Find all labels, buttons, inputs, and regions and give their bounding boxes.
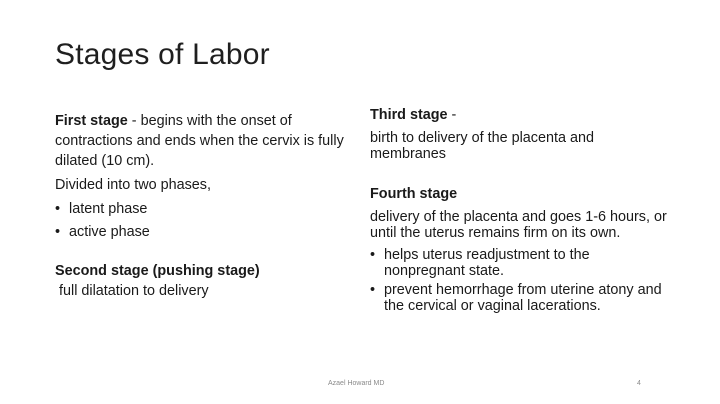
slide-title: Stages of Labor <box>55 38 270 71</box>
second-stage-heading: Second stage (pushing stage) <box>55 263 260 279</box>
second-stage-text: full dilatation to delivery <box>55 283 209 299</box>
fourth-stage-text: delivery of the placenta and goes 1-6 hours, or until the uterus remains firm on its own. <box>370 209 667 241</box>
first-stage-text: - begins with the onset of contractions and ends when the cervix is fully dilated (10 cm). <box>55 113 344 169</box>
list-item <box>55 222 345 242</box>
list-item <box>55 199 345 219</box>
right-column <box>370 105 670 317</box>
bullet-icon: • <box>55 201 61 217</box>
page-number: 4 <box>637 380 641 387</box>
first-stage-heading: First stage <box>55 113 128 129</box>
third-stage-heading-line <box>370 105 670 125</box>
bullet-icon: • <box>370 282 376 298</box>
phases-list <box>55 199 345 242</box>
list-item <box>370 247 670 279</box>
fourth-stage-heading: Fourth stage <box>370 186 458 202</box>
phase-latent: latent phase <box>69 201 148 217</box>
left-column <box>55 111 345 301</box>
footer-author: Azael Howard MD <box>328 380 385 387</box>
fourth-stage-list <box>370 247 670 314</box>
third-stage-heading-suffix: - <box>447 107 457 123</box>
bullet-icon: • <box>370 247 376 263</box>
third-stage-text: birth to delivery of the placenta and membranes <box>370 130 594 162</box>
phases-intro: Divided into two phases, <box>55 177 211 193</box>
fourth-stage-bullet-2: prevent hemorrhage from uterine atony and the cervical or vaginal lacerations. <box>384 282 662 314</box>
phase-active: active phase <box>69 224 150 240</box>
bullet-icon: • <box>55 224 61 240</box>
fourth-stage-bullet-1: helps uterus readjustment to the nonpregnant state. <box>384 247 590 279</box>
third-stage-heading: Third stage <box>370 107 448 123</box>
first-stage-paragraph <box>55 111 345 171</box>
list-item <box>370 282 670 314</box>
